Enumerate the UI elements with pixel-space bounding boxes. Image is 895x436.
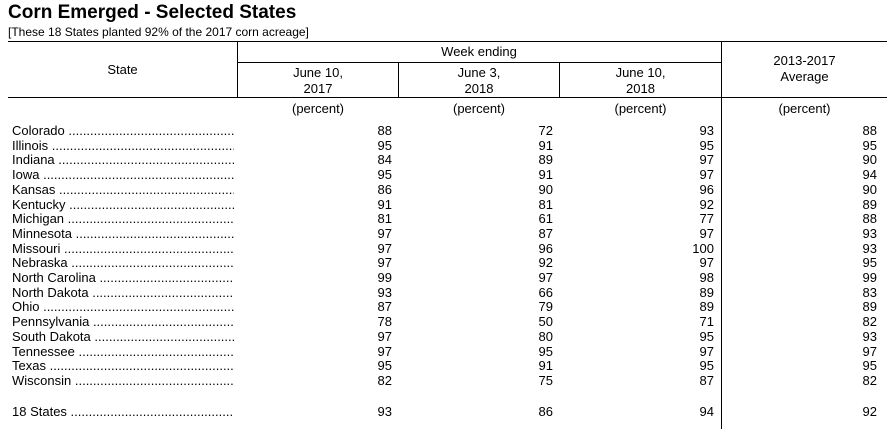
table-row (0, 123, 895, 138)
value-v2: 91 (538, 138, 553, 153)
header-col4-line2: Average (780, 69, 829, 84)
state-name: Iowa ..... (12, 167, 234, 182)
value-v4: 94 (862, 167, 877, 182)
value-v3: 93 (699, 123, 714, 138)
value-v3: 96 (699, 182, 714, 197)
value-v3: 95 (699, 138, 714, 153)
value-v3: 97 (699, 152, 714, 167)
value-v2: 50 (538, 314, 553, 329)
state-name: Kentucky ..... (12, 197, 234, 212)
unit-col2: (percent) (452, 101, 506, 116)
value-v4: 93 (862, 226, 877, 241)
table-row (0, 138, 895, 153)
value-v2: 72 (538, 123, 553, 138)
header-col2 (399, 65, 559, 97)
state-name: Nebraska ..... (12, 255, 234, 270)
value-v4: 99 (862, 270, 877, 285)
table-row (0, 299, 895, 314)
value-v2: 91 (538, 358, 553, 373)
value-v4: 88 (862, 211, 877, 226)
value-v1: 99 (377, 270, 392, 285)
value-v1: 82 (377, 373, 392, 388)
value-v1: 97 (377, 241, 392, 256)
value-v3: 97 (699, 344, 714, 359)
state-name: 18 States ..... (12, 404, 234, 419)
header-bottom-rule (8, 97, 887, 98)
value-v4: 93 (862, 329, 877, 344)
state-name: Tennessee ..... (12, 344, 234, 359)
header-col1-line1: June 10, (293, 65, 343, 80)
table-row (0, 329, 895, 344)
value-v3: 97 (699, 167, 714, 182)
table-row (0, 211, 895, 226)
state-name: Wisconsin ..... (12, 373, 234, 388)
value-v2: 81 (538, 197, 553, 212)
top-rule (8, 41, 887, 42)
state-name: North Carolina ..... (12, 270, 234, 285)
unit-col3: (percent) (614, 101, 667, 116)
value-v4: 90 (862, 182, 877, 197)
value-v3: 97 (699, 226, 714, 241)
table-row (0, 226, 895, 241)
value-v2: 92 (538, 255, 553, 270)
table-subtitle: [These 18 States planted 92% of the 2017 corn acreage] (8, 25, 309, 39)
table-title: Corn Emerged - Selected States (8, 2, 297, 23)
state-name: Illinois ..... (12, 138, 234, 153)
state-name: Michigan ..... (12, 211, 234, 226)
value-v3: 95 (699, 358, 714, 373)
value-v3: 97 (699, 255, 714, 270)
state-name: Ohio ..... (12, 299, 234, 314)
value-v1: 86 (377, 182, 392, 197)
value-v4: 82 (862, 373, 877, 388)
value-v1: 97 (377, 226, 392, 241)
value-v1: 97 (377, 255, 392, 270)
value-v2: 75 (538, 373, 553, 388)
value-v3: 94 (699, 404, 714, 419)
value-v1: 93 (377, 285, 392, 300)
value-v2: 90 (538, 182, 553, 197)
header-col3-line1: June 10, (615, 65, 666, 80)
header-week-ending: Week ending (441, 44, 517, 59)
value-v4: 95 (862, 138, 877, 153)
state-name: Indiana ..... (12, 152, 234, 167)
state-name: Minnesota ..... (12, 226, 234, 241)
state-name: Missouri ..... (12, 241, 234, 256)
table-row (0, 241, 895, 256)
table-row (0, 197, 895, 212)
value-v1: 87 (377, 299, 392, 314)
header-col4-line1: 2013-2017 (773, 53, 836, 68)
header-col2-line2: 2018 (464, 81, 494, 96)
value-v4: 89 (862, 299, 877, 314)
value-v2: 86 (538, 404, 553, 419)
unit-col4: (percent) (778, 101, 831, 116)
value-v2: 89 (538, 152, 553, 167)
value-v1: 97 (377, 329, 392, 344)
table-row (0, 285, 895, 300)
value-v3: 89 (699, 299, 714, 314)
value-v2: 66 (538, 285, 553, 300)
value-v4: 88 (862, 123, 877, 138)
value-v4: 95 (862, 255, 877, 270)
state-name: South Dakota ..... (12, 329, 234, 344)
value-v4: 97 (862, 344, 877, 359)
value-v1: 91 (377, 197, 392, 212)
value-v2: 91 (538, 167, 553, 182)
value-v1: 95 (377, 138, 392, 153)
value-v4: 92 (862, 404, 877, 419)
value-v1: 97 (377, 344, 392, 359)
table-row (0, 314, 895, 329)
table-row (0, 152, 895, 167)
table-row-total (0, 404, 895, 419)
header-state: State (107, 62, 138, 77)
value-v3: 95 (699, 329, 714, 344)
value-v3: 77 (699, 211, 714, 226)
state-name: Texas ..... (12, 358, 234, 373)
value-v3: 98 (699, 270, 714, 285)
state-name: Pennsylvania ..... (12, 314, 234, 329)
value-v2: 61 (538, 211, 553, 226)
value-v3: 89 (699, 285, 714, 300)
value-v3: 87 (699, 373, 714, 388)
table-row (0, 182, 895, 197)
table-row (0, 270, 895, 285)
unit-col1: (percent) (291, 101, 345, 116)
header-col2-line1: June 3, (457, 65, 501, 80)
header-col4 (722, 53, 887, 85)
header-col1 (238, 65, 398, 97)
value-v1: 78 (377, 314, 392, 329)
value-v1: 81 (377, 211, 392, 226)
value-v4: 83 (862, 285, 877, 300)
state-name: Kansas ..... (12, 182, 234, 197)
value-v2: 96 (538, 241, 553, 256)
table-row (0, 344, 895, 359)
value-v4: 90 (862, 152, 877, 167)
header-col3 (560, 65, 721, 97)
value-v1: 84 (377, 152, 392, 167)
value-v1: 88 (377, 123, 392, 138)
value-v2: 80 (538, 329, 553, 344)
table-row (0, 167, 895, 182)
header-col1-line2: 2017 (303, 81, 333, 96)
value-v3: 100 (692, 241, 714, 256)
value-v3: 92 (699, 197, 714, 212)
value-v2: 87 (538, 226, 553, 241)
value-v1: 93 (377, 404, 392, 419)
table-row (0, 358, 895, 373)
state-name: North Dakota ..... (12, 285, 234, 300)
value-v4: 95 (862, 358, 877, 373)
value-v1: 95 (377, 358, 392, 373)
table-row (0, 373, 895, 388)
header-col3-line2: 2018 (626, 81, 655, 96)
state-name: Colorado ..... (12, 123, 234, 138)
value-v4: 82 (862, 314, 877, 329)
value-v4: 89 (862, 197, 877, 212)
value-v1: 95 (377, 167, 392, 182)
table-row (0, 255, 895, 270)
value-v2: 79 (538, 299, 553, 314)
week-ending-rule (237, 62, 721, 63)
value-v2: 97 (538, 270, 553, 285)
value-v2: 95 (538, 344, 553, 359)
value-v3: 71 (699, 314, 714, 329)
value-v4: 93 (862, 241, 877, 256)
